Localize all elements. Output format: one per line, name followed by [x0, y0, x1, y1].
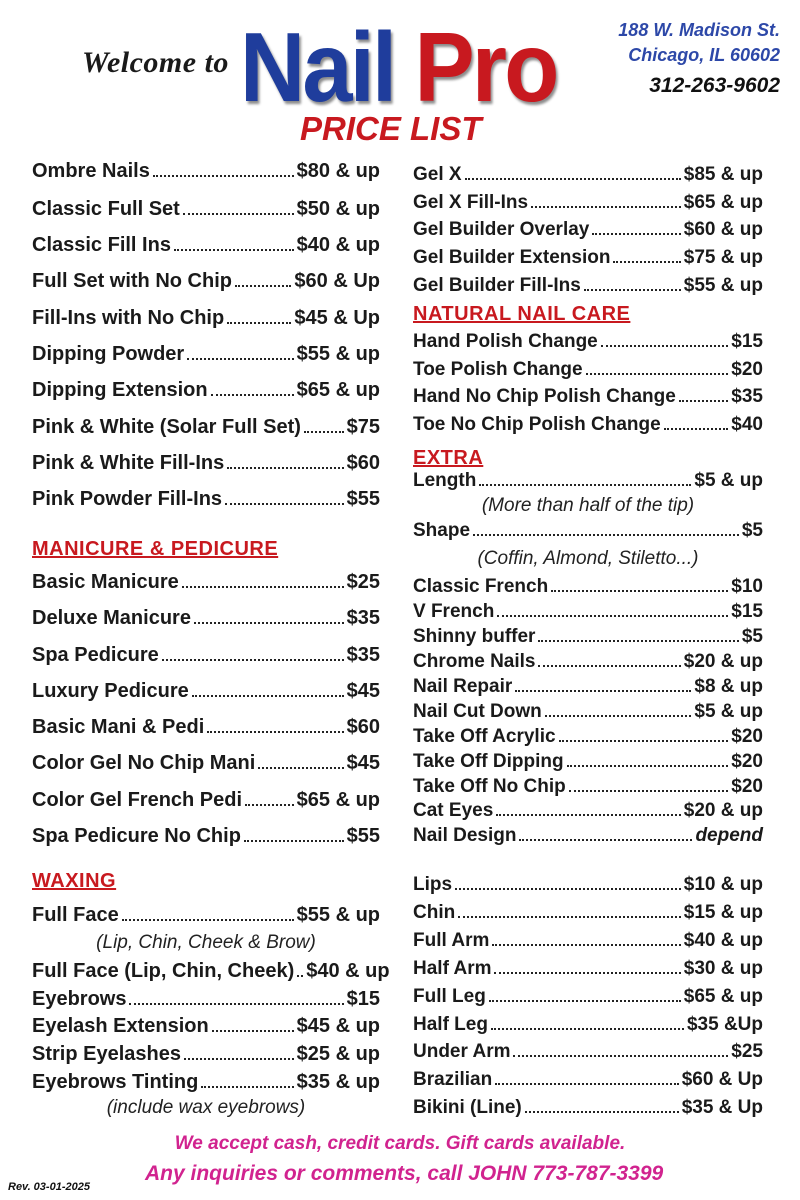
service-name: Fill-Ins with No Chip	[32, 307, 225, 329]
service-row	[32, 452, 380, 475]
service-price: $65 & up	[683, 192, 763, 213]
service-row	[413, 800, 763, 822]
service-price: $25	[731, 1041, 763, 1062]
section-title-manicure-pedicure: MANICURE & PEDICURE	[32, 538, 279, 560]
service-row	[413, 930, 763, 952]
payment-note: We accept cash, credit cards. Gift cards available.	[174, 1133, 626, 1154]
service-row	[32, 988, 380, 1011]
service-price: $45	[346, 752, 380, 774]
contact-note: Any inquiries or comments, call JOHN 773-787-3399	[145, 1162, 664, 1185]
service-price: $45	[346, 680, 380, 702]
service-price: $20 & up	[683, 651, 763, 672]
service-row	[32, 416, 380, 439]
service-row	[413, 1097, 763, 1119]
service-name: Classic Full Set	[32, 198, 180, 220]
service-price: $35	[731, 386, 763, 407]
service-row	[413, 601, 763, 623]
service-price: $10 & up	[683, 874, 763, 895]
service-price: $8 & up	[694, 676, 763, 697]
page-title: PRICE LIST	[300, 110, 482, 147]
service-name: Hand No Chip Polish Change	[413, 386, 676, 407]
service-price: $40 & up	[683, 930, 763, 951]
service-price: $65 & up	[296, 789, 380, 811]
service-name: Shape	[413, 520, 471, 541]
service-name: Full Arm	[413, 930, 490, 951]
service-row	[413, 1041, 763, 1063]
service-name: Color Gel French Pedi	[32, 789, 243, 811]
phone-number: 312-263-9602	[649, 74, 780, 97]
service-row	[32, 571, 380, 594]
service-price: $20 & up	[683, 800, 763, 821]
service-price: $60	[346, 452, 380, 474]
service-price: $65 & up	[683, 986, 763, 1007]
service-row	[413, 958, 763, 980]
service-price: $60 & up	[683, 219, 763, 240]
service-name: Half Leg	[413, 1014, 488, 1035]
service-name: Basic Mani & Pedi	[32, 716, 205, 738]
service-name: Half Arm	[413, 958, 492, 979]
service-price: $15 & up	[683, 902, 763, 923]
service-name: Shinny buffer	[413, 626, 536, 647]
service-name: Spa Pedicure No Chip	[32, 825, 241, 847]
service-row	[413, 902, 763, 924]
service-note: (Lip, Chin, Cheek & Brow)	[96, 932, 316, 953]
service-name: Gel X	[413, 164, 462, 185]
service-price: $55 & up	[296, 904, 380, 926]
service-name: Classic Fill Ins	[32, 234, 171, 256]
service-price: $15	[346, 988, 380, 1010]
service-name: Lips	[413, 874, 453, 895]
service-row	[32, 904, 380, 927]
service-row	[32, 716, 380, 739]
service-name: Full Face	[32, 904, 119, 926]
service-name: Spa Pedicure	[32, 644, 159, 666]
service-row	[413, 1069, 763, 1091]
service-price: $65 & up	[296, 379, 380, 401]
service-name: Toe No Chip Polish Change	[413, 414, 661, 435]
service-price: $50 & up	[296, 198, 380, 220]
service-row	[32, 343, 380, 366]
service-name: Nail Repair	[413, 676, 513, 697]
service-row	[32, 607, 380, 630]
service-name: V French	[413, 601, 495, 622]
service-row	[413, 192, 763, 214]
service-name: Dipping Extension	[32, 379, 208, 401]
brand-word-nail: Nail	[240, 12, 395, 122]
service-price: $30 & up	[683, 958, 763, 979]
service-price: $5 & up	[694, 470, 763, 491]
service-row	[413, 701, 763, 723]
service-price: $85 & up	[683, 164, 763, 185]
service-name: Eyebrows	[32, 988, 127, 1010]
service-price: $5 & up	[694, 701, 763, 722]
service-price: $15	[731, 331, 763, 352]
service-note: (Coffin, Almond, Stiletto...)	[477, 548, 699, 569]
service-price: $25	[346, 571, 380, 593]
service-row	[413, 576, 763, 598]
service-row	[413, 219, 763, 241]
service-row	[413, 275, 763, 297]
service-note: (include wax eyebrows)	[106, 1097, 306, 1118]
service-name: Pink & White (Solar Full Set)	[32, 416, 301, 438]
service-name: Gel Builder Fill-Ins	[413, 275, 581, 296]
service-price: $35 & up	[296, 1071, 380, 1093]
service-name: Classic French	[413, 576, 549, 597]
brand-logo	[240, 10, 557, 125]
service-price: $15	[731, 601, 763, 622]
service-price: $40 & up	[296, 234, 380, 256]
service-row	[32, 789, 380, 812]
service-row	[413, 776, 763, 798]
welcome-text: Welcome to	[82, 46, 229, 79]
service-price: depend	[695, 825, 763, 846]
service-name: Strip Eyelashes	[32, 1043, 181, 1065]
service-row	[413, 651, 763, 673]
service-name: Cat Eyes	[413, 800, 494, 821]
service-row	[32, 960, 390, 983]
service-name: Gel X Fill-Ins	[413, 192, 529, 213]
service-row	[413, 825, 763, 847]
service-name: Deluxe Manicure	[32, 607, 191, 629]
service-row	[32, 307, 380, 330]
service-name: Chin	[413, 902, 456, 923]
section-title-waxing: WAXING	[32, 870, 117, 892]
service-price: $35	[346, 644, 380, 666]
service-price: $55	[346, 825, 380, 847]
service-row	[413, 726, 763, 748]
service-name: Full Face (Lip, Chin, Cheek)	[32, 960, 295, 982]
service-name: Pink & White Fill-Ins	[32, 452, 225, 474]
service-row	[413, 331, 763, 353]
service-name: Take Off Dipping	[413, 751, 564, 772]
service-name: Gel Builder Extension	[413, 247, 611, 268]
service-price: $55	[346, 488, 380, 510]
revision-date: Rev. 03-01-2025	[8, 1181, 90, 1193]
service-name: Basic Manicure	[32, 571, 179, 593]
service-price: $25 & up	[296, 1043, 380, 1065]
service-price: $20	[731, 751, 763, 772]
service-price: $45 & Up	[294, 307, 380, 329]
service-name: Take Off Acrylic	[413, 726, 556, 747]
service-row	[413, 359, 763, 381]
service-price: $40 & up	[306, 960, 390, 982]
service-row	[32, 1043, 380, 1066]
service-row	[32, 379, 380, 402]
service-price: $75 & up	[683, 247, 763, 268]
address-line-2: Chicago, IL 60602	[628, 45, 780, 65]
service-row	[32, 160, 380, 183]
service-name: Under Arm	[413, 1041, 511, 1062]
service-name: Luxury Pedicure	[32, 680, 189, 702]
service-name: Ombre Nails	[32, 160, 150, 182]
service-note: (More than half of the tip)	[481, 495, 695, 516]
address-line-1: 188 W. Madison St.	[618, 20, 780, 40]
service-row	[32, 270, 380, 293]
service-name: Take Off No Chip	[413, 776, 566, 797]
service-price: $60	[346, 716, 380, 738]
service-name: Length	[413, 470, 477, 491]
service-price: $35 &Up	[686, 1014, 763, 1035]
brand-word-pro: Pro	[414, 12, 557, 122]
service-name: Nail Design	[413, 825, 517, 846]
service-row	[413, 1014, 763, 1036]
section-title-natural-nail-care: NATURAL NAIL CARE	[413, 303, 631, 325]
service-name: Full Leg	[413, 986, 486, 1007]
service-name: Eyebrows Tinting	[32, 1071, 199, 1093]
service-price: $60 & Up	[294, 270, 380, 292]
service-row	[32, 752, 380, 775]
service-name: Eyelash Extension	[32, 1015, 209, 1037]
service-row	[413, 520, 763, 542]
service-row	[413, 874, 763, 896]
service-row	[413, 470, 763, 492]
service-name: Nail Cut Down	[413, 701, 542, 722]
service-price: $5	[741, 520, 763, 541]
service-name: Color Gel No Chip Mani	[32, 752, 256, 774]
service-name: Bikini (Line)	[413, 1097, 522, 1118]
service-price: $40	[731, 414, 763, 435]
service-name: Brazilian	[413, 1069, 493, 1090]
service-row	[413, 676, 763, 698]
section-title-extra: EXTRA	[413, 447, 484, 469]
service-price: $10	[731, 576, 763, 597]
service-row	[413, 751, 763, 773]
service-row	[32, 198, 380, 221]
service-row	[413, 414, 763, 436]
service-name: Dipping Powder	[32, 343, 185, 365]
service-price: $80 & up	[296, 160, 380, 182]
service-row	[413, 386, 763, 408]
service-row	[32, 644, 380, 667]
service-name: Gel Builder Overlay	[413, 219, 590, 240]
service-price: $5	[741, 626, 763, 647]
service-name: Chrome Nails	[413, 651, 536, 672]
service-row	[413, 986, 763, 1008]
service-row	[32, 234, 380, 257]
service-price: $20	[731, 359, 763, 380]
service-row	[413, 247, 763, 269]
service-name: Full Set with No Chip	[32, 270, 232, 292]
service-price: $55 & up	[296, 343, 380, 365]
service-price: $60 & Up	[681, 1069, 763, 1090]
service-price: $20	[731, 776, 763, 797]
service-row	[32, 1071, 380, 1094]
address	[618, 18, 780, 68]
service-name: Hand Polish Change	[413, 331, 598, 352]
service-name: Toe Polish Change	[413, 359, 583, 380]
service-row	[413, 164, 763, 186]
service-price: $35 & Up	[681, 1097, 763, 1118]
service-row	[32, 825, 380, 848]
service-row	[32, 488, 380, 511]
service-price: $35	[346, 607, 380, 629]
service-row	[32, 680, 380, 703]
service-price: $55 & up	[683, 275, 763, 296]
service-row	[413, 626, 763, 648]
service-price: $45 & up	[296, 1015, 380, 1037]
service-price: $20	[731, 726, 763, 747]
service-price: $75	[346, 416, 380, 438]
service-row	[32, 1015, 380, 1038]
service-name: Pink Powder Fill-Ins	[32, 488, 223, 510]
